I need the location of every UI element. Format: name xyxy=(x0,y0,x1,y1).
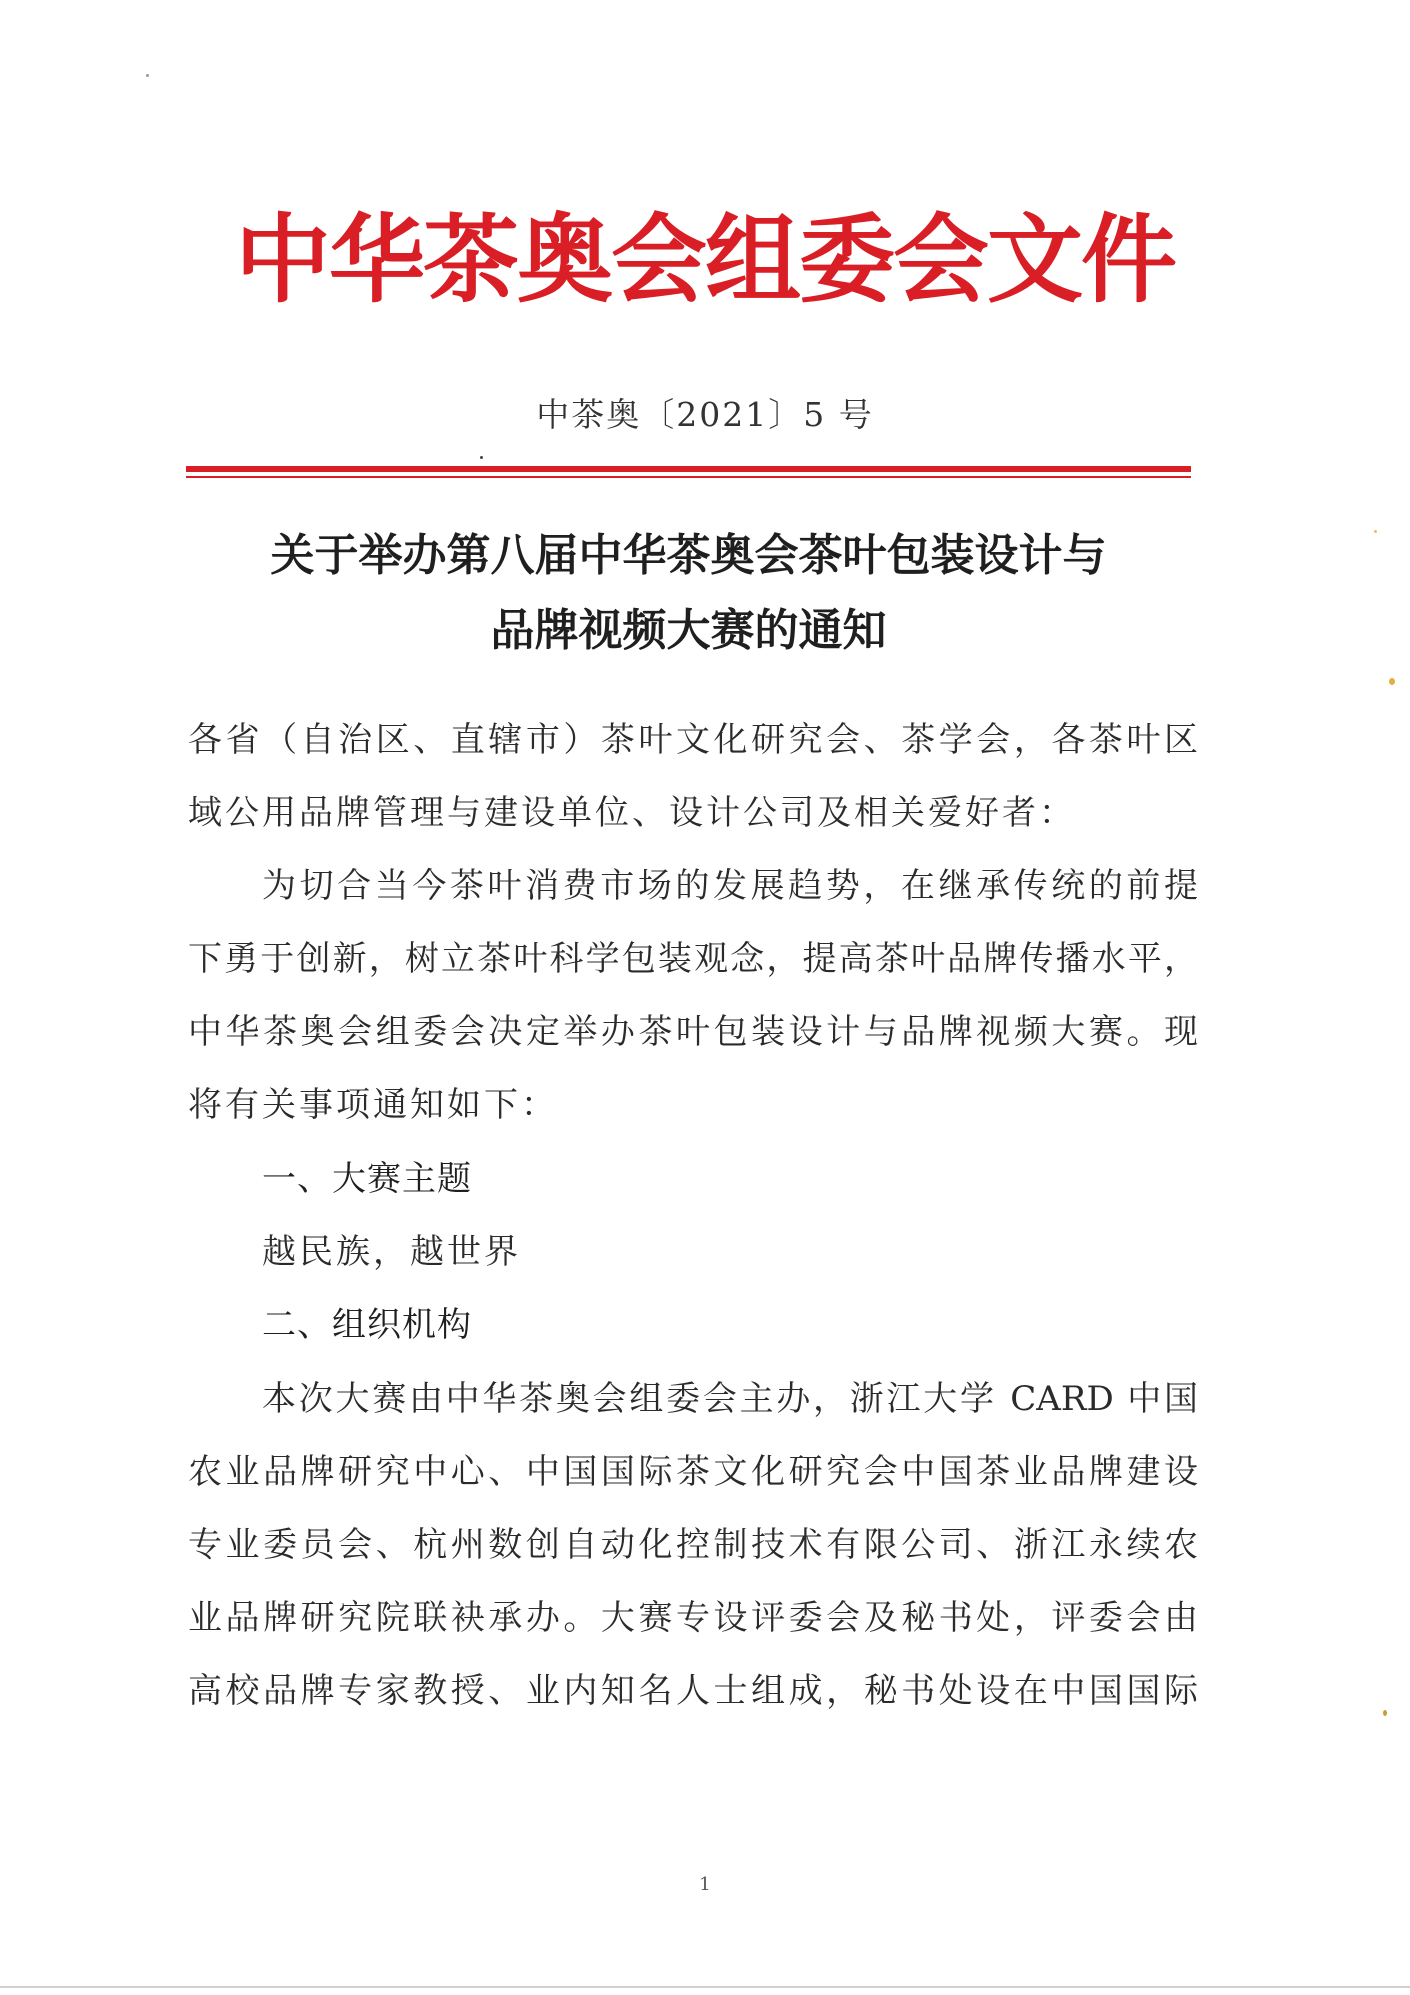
page-number: 1 xyxy=(699,1874,711,1895)
red-divider-thin xyxy=(186,476,1191,478)
scan-speck xyxy=(480,456,483,459)
document-number: 中茶奥〔2021〕5 号 xyxy=(536,395,874,434)
section-heading-organization: 二、组织机构 xyxy=(262,1305,472,1345)
scan-speck xyxy=(1374,530,1377,533)
body-line: 域公用品牌管理与建设单位、设计公司及相关爱好者： xyxy=(188,793,1076,833)
masthead-title: 中华茶奥会组委会文件 xyxy=(235,204,1175,316)
red-divider-thick xyxy=(186,466,1191,472)
body-line: 为切合当今茶叶消费市场的发展趋势，在继承传统的前提 xyxy=(262,866,1198,906)
section-heading-theme: 一、大赛主题 xyxy=(262,1159,472,1199)
body-line: 各省（自治区、直辖市）茶叶文化研究会、茶学会，各茶叶区 xyxy=(188,720,1198,760)
body-line: 业品牌研究院联袂承办。大赛专设评委会及秘书处，评委会由 xyxy=(188,1598,1198,1638)
body-line: 本次大赛由中华茶奥会组委会主办，浙江大学 CARD 中国 xyxy=(262,1379,1198,1419)
body-line: 专业委员会、杭州数创自动化控制技术有限公司、浙江永续农 xyxy=(188,1525,1198,1565)
body-line: 将有关事项通知如下： xyxy=(188,1085,558,1125)
body-line: 下勇于创新，树立茶叶科学包装观念，提高茶叶品牌传播水平， xyxy=(188,939,1198,979)
body-line: 中华茶奥会组委会决定举办茶叶包装设计与品牌视频大赛。现 xyxy=(188,1012,1198,1052)
body-line: 高校品牌专家教授、业内知名人士组成，秘书处设在中国国际 xyxy=(188,1671,1198,1711)
scan-speck xyxy=(1383,1710,1387,1716)
scan-speck xyxy=(1389,678,1395,685)
body-line: 农业品牌研究中心、中国国际茶文化研究会中国茶业品牌建设 xyxy=(188,1452,1198,1492)
notice-title-line-1: 关于举办第八届中华茶奥会茶叶包装设计与 xyxy=(270,530,1107,581)
notice-title-line-2: 品牌视频大赛的通知 xyxy=(490,605,887,656)
section-text-theme: 越民族，越世界 xyxy=(262,1232,521,1272)
scan-edge-line xyxy=(0,1986,1410,1988)
scan-speck xyxy=(146,74,149,77)
